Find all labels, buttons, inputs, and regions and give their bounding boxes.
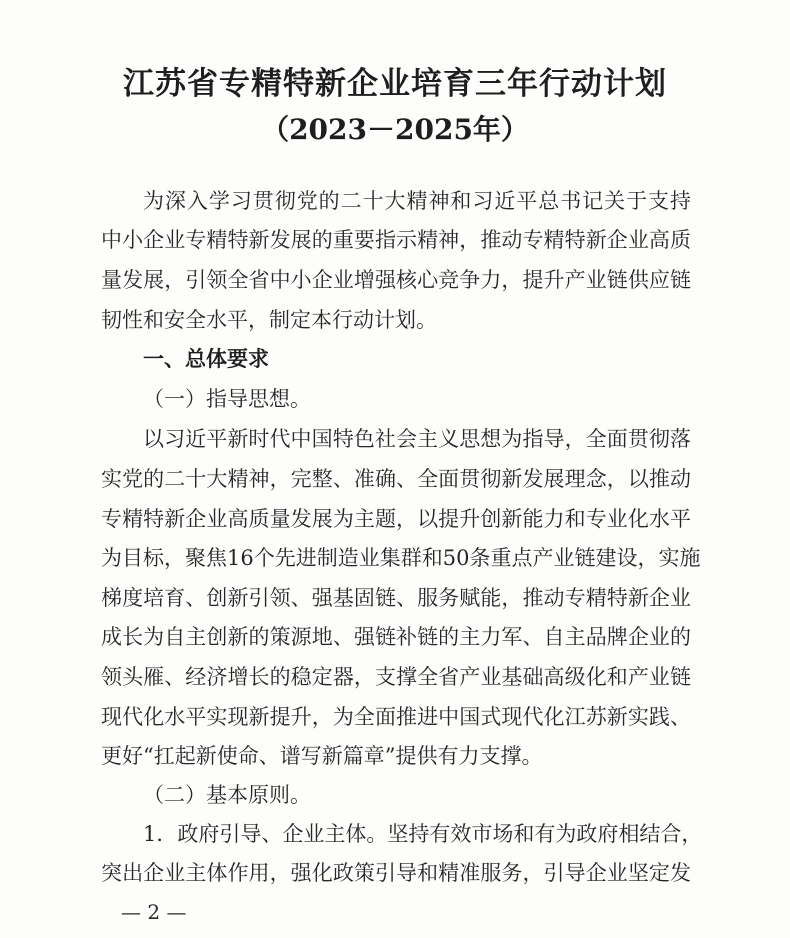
paragraph-line: 现代化水平实现新提升，为全面推进中国式现代化江苏新实践、 [101,705,691,729]
subsection-heading: （二）基本原则。 [143,783,311,807]
paragraph-line: 更好“扛起新使命、谱写新篇章”提供有力支撑。 [101,744,543,768]
subsection-heading: （一）指导思想。 [143,387,311,411]
paragraph-line: 成长为自主创新的策源地、强链补链的主力军、自主品牌企业的 [101,625,691,649]
paragraph-line: 专精特新企业高质量发展为主题，以提升创新能力和专业化水平 [101,507,691,531]
paragraph-line: 为目标，聚焦16个先进制造业集群和50条重点产业链建设，实施 [101,546,701,570]
document-subtitle: （2023－2025年） [261,113,529,146]
paragraph-line: 中小企业专精特新发展的重要指示精神，推动专精特新企业高质 [101,228,691,252]
paragraph-line: 领头雁、经济增长的稳定器，支撑全省产业基础高级化和产业链 [101,665,691,689]
document-title: 江苏省专精特新企业培育三年行动计划 [123,66,667,102]
paragraph-line: 梯度培育、创新引领、强基固链、服务赋能，推动专精特新企业 [101,586,691,610]
paragraph-line: 以习近平新时代中国特色社会主义思想为指导，全面贯彻落 [143,427,691,451]
paragraph-line: 实党的二十大精神，完整、准确、全面贯彻新发展理念，以推动 [101,467,691,491]
paragraph-line: 量发展，引领全省中小企业增强核心竞争力，提升产业链供应链 [101,268,691,292]
paragraph-line: 突出企业主体作用，强化政策引导和精准服务，引导企业坚定发 [101,861,691,885]
page-number: — 2 — [121,900,187,924]
section-heading: 一、总体要求 [143,346,269,371]
paragraph-line: 韧性和安全水平，制定本行动计划。 [101,308,437,332]
paragraph-line: 为深入学习贯彻党的二十大精神和习近平总书记关于支持 [143,189,691,213]
paragraph-line: 1．政府引导、企业主体。坚持有效市场和有为政府相结合， [143,822,703,846]
